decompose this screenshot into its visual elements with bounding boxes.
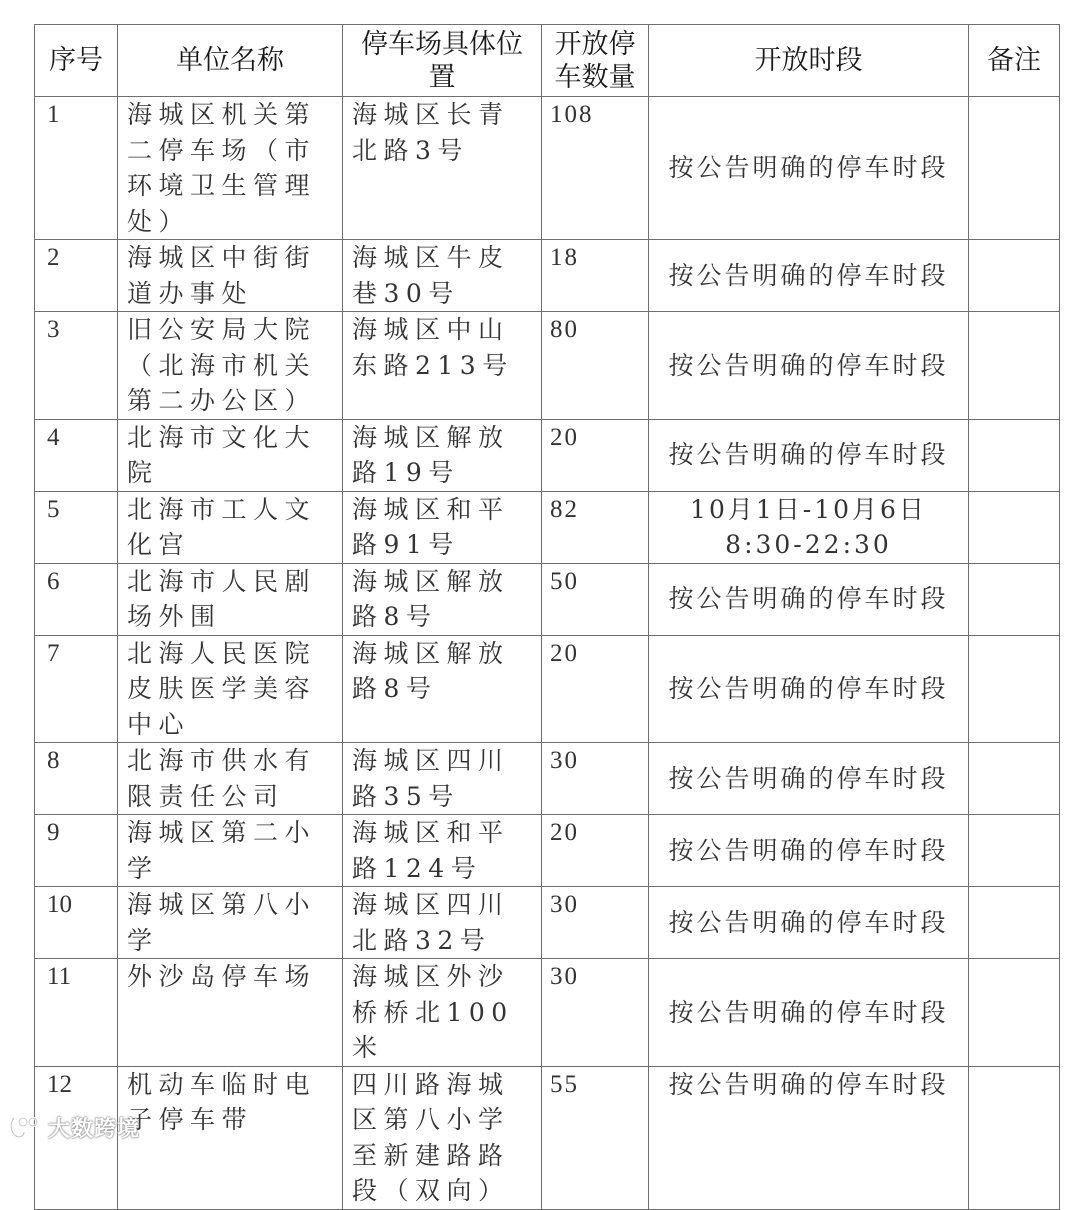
cell-note <box>969 312 1060 420</box>
cell-open-count: 30 <box>542 887 649 959</box>
cell-location: 海城区和平路124号 <box>343 815 542 887</box>
header-location-label: 停车场具体位置 <box>361 28 523 93</box>
cell-serial-no: 7 <box>35 635 118 743</box>
cell-open-hours <box>649 312 969 420</box>
cell-note <box>969 959 1060 1067</box>
cell-open-hours <box>649 743 969 815</box>
cell-location: 海城区解放路8号 <box>343 563 542 635</box>
header-count-label: 开放停车数量 <box>554 28 636 93</box>
header-count <box>542 25 649 97</box>
cell-note <box>969 97 1060 240</box>
header-note-label: 备注 <box>987 45 1041 76</box>
header-no <box>35 25 118 97</box>
table-row <box>35 240 1060 312</box>
cell-serial-no: 10 <box>35 887 118 959</box>
open-hours-line: 按公告明确的停车时段 <box>668 260 949 290</box>
cell-open-hours <box>649 97 969 240</box>
cell-location: 海城区解放路19号 <box>343 419 542 491</box>
table-row <box>35 563 1060 635</box>
table-row <box>35 743 1060 815</box>
cell-note <box>969 887 1060 959</box>
cell-unit-name: 海城区机关第二停车场（市环境卫生管理处） <box>118 97 343 240</box>
cell-serial-no: 8 <box>35 743 118 815</box>
open-hours-line: 按公告明确的停车时段 <box>668 153 949 183</box>
cell-open-hours <box>649 959 969 1067</box>
cell-open-count: 82 <box>542 491 649 563</box>
open-hours-line: 按公告明确的停车时段 <box>668 1069 949 1099</box>
cell-note <box>969 563 1060 635</box>
cell-open-count: 30 <box>542 959 649 1067</box>
table-row <box>35 491 1060 563</box>
header-no-label: 序号 <box>49 45 103 76</box>
cell-unit-name: 北海市供水有限责任公司 <box>118 743 343 815</box>
cell-serial-no: 9 <box>35 815 118 887</box>
watermark-text: 大数跨境 <box>48 1116 141 1142</box>
table-row <box>35 887 1060 959</box>
cell-location: 海城区中山东路213号 <box>343 312 542 420</box>
cell-serial-no: 3 <box>35 312 118 420</box>
cell-open-hours <box>649 887 969 959</box>
header-hours-label: 开放时段 <box>754 45 863 76</box>
watermark <box>8 1112 140 1142</box>
cell-serial-no: 6 <box>35 563 118 635</box>
open-hours-line: 按公告明确的停车时段 <box>668 440 949 470</box>
cell-note <box>969 240 1060 312</box>
brand-logo-icon <box>8 1114 42 1140</box>
open-hours-line: 按公告明确的停车时段 <box>668 674 949 703</box>
open-hours-line: 按公告明确的停车时段 <box>668 997 949 1027</box>
cell-location: 海城区外沙桥桥北100米 <box>343 959 542 1067</box>
cell-open-count: 50 <box>542 563 649 635</box>
open-hours-line: 按公告明确的停车时段 <box>668 350 949 380</box>
cell-unit-name: 海城区第八小学 <box>118 887 343 959</box>
header-name <box>118 25 343 97</box>
cell-note <box>969 815 1060 887</box>
table-row <box>35 312 1060 420</box>
cell-unit-name: 旧公安局大院（北海市机关第二办公区） <box>118 312 343 420</box>
cell-serial-no: 1 <box>35 97 118 240</box>
table-row <box>35 97 1060 240</box>
table-row <box>35 635 1060 743</box>
header-name-label: 单位名称 <box>176 45 284 76</box>
header-row <box>35 25 1060 97</box>
table-body <box>35 97 1060 1210</box>
cell-open-count: 30 <box>542 743 649 815</box>
cell-open-count: 18 <box>542 240 649 312</box>
cell-unit-name: 北海市文化大院 <box>118 419 343 491</box>
cell-serial-no: 4 <box>35 419 118 491</box>
cell-location: 海城区牛皮巷30号 <box>343 240 542 312</box>
cell-serial-no: 11 <box>35 959 118 1067</box>
cell-note <box>969 491 1060 563</box>
cell-location: 海城区解放路8号 <box>343 635 542 743</box>
cell-open-count: 20 <box>542 815 649 887</box>
open-hours-line: 按公告明确的停车时段 <box>668 763 949 793</box>
cell-unit-name: 海城区第二小学 <box>118 815 343 887</box>
cell-open-hours <box>649 419 969 491</box>
cell-open-count: 20 <box>542 635 649 743</box>
cell-unit-name: 海城区中街街道办事处 <box>118 240 343 312</box>
open-hours-line: 8:30-22:30 <box>725 530 892 559</box>
cell-open-count: 20 <box>542 419 649 491</box>
cell-location: 海城区四川北路32号 <box>343 887 542 959</box>
cell-note <box>969 1066 1060 1209</box>
open-hours-line: 按公告明确的停车时段 <box>668 835 949 865</box>
cell-serial-no: 12 <box>35 1066 118 1209</box>
table-row <box>35 815 1060 887</box>
cell-serial-no: 2 <box>35 240 118 312</box>
cell-note <box>969 419 1060 491</box>
cell-serial-no: 5 <box>35 491 118 563</box>
header-location <box>343 25 542 97</box>
header-note <box>969 25 1060 97</box>
cell-note <box>969 635 1060 743</box>
table-row <box>35 1066 1060 1209</box>
cell-note <box>969 743 1060 815</box>
cell-location: 海城区长青北路3号 <box>343 97 542 240</box>
cell-open-count: 108 <box>542 97 649 240</box>
cell-unit-name: 北海人民医院皮肤医学美容中心 <box>118 635 343 743</box>
cell-open-hours <box>649 491 969 563</box>
cell-open-hours <box>649 1066 969 1209</box>
header-hours <box>649 25 969 97</box>
cell-open-hours <box>649 635 969 743</box>
cell-location: 四川路海城区第八小学至新建路路段（双向） <box>343 1066 542 1209</box>
open-hours-line: 10月1日-10月6日 <box>690 494 927 524</box>
cell-unit-name: 外沙岛停车场 <box>118 959 343 1067</box>
cell-open-count: 55 <box>542 1066 649 1209</box>
table-row <box>35 959 1060 1067</box>
cell-open-count: 80 <box>542 312 649 420</box>
cell-unit-name: 北海市人民剧场外围 <box>118 563 343 635</box>
cell-unit-name: 机动车临时电子停车带 <box>118 1066 343 1209</box>
table-row <box>35 419 1060 491</box>
cell-open-hours <box>649 563 969 635</box>
open-hours-line: 按公告明确的停车时段 <box>668 907 949 937</box>
cell-location: 海城区四川路35号 <box>343 743 542 815</box>
open-hours-line: 按公告明确的停车时段 <box>668 584 949 614</box>
cell-location: 海城区和平路91号 <box>343 491 542 563</box>
cell-unit-name: 北海市工人文化宫 <box>118 491 343 563</box>
cell-open-hours <box>649 815 969 887</box>
cell-open-hours <box>649 240 969 312</box>
parking-lots-table <box>34 24 1060 1210</box>
